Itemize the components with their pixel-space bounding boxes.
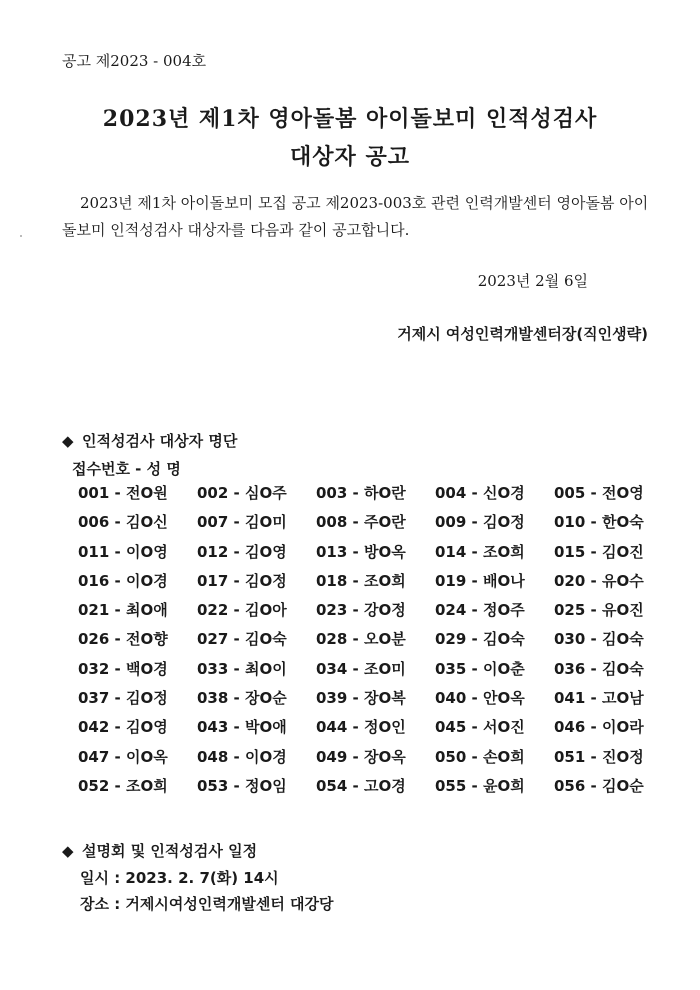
candidate-entry: 008 - 주O란 <box>316 513 406 532</box>
candidate-entry: 006 - 김O신 <box>78 513 168 532</box>
candidate-entry: 030 - 김O숙 <box>554 630 644 649</box>
notice-number: 공고 제2023 - 004호 <box>62 52 207 70</box>
candidate-entry: 013 - 방O옥 <box>316 542 406 561</box>
document-title-line1: 2023년 제1차 영아돌봄 아이돌보미 인적성검사 <box>102 106 598 132</box>
candidate-entry: 032 - 백O경 <box>78 659 168 678</box>
candidate-entry: 024 - 정O주 <box>435 601 525 620</box>
candidate-entry: 019 - 배O나 <box>435 571 525 590</box>
candidate-entry: 041 - 고O남 <box>554 689 644 708</box>
candidate-entry: 001 - 전O원 <box>78 484 168 502</box>
candidate-entry: 021 - 최O애 <box>78 601 168 620</box>
notice-date: 2023년 2월 6일 <box>477 272 588 290</box>
candidate-entry: 054 - 고O경 <box>316 776 406 795</box>
candidates-section-label: 인적성검사 대상자 명단 <box>82 432 238 450</box>
candidate-entry: 016 - 이O경 <box>78 571 168 590</box>
candidate-entry: 053 - 정O임 <box>197 776 287 795</box>
candidate-entry: 018 - 조O희 <box>316 571 406 590</box>
candidate-entry: 046 - 이O라 <box>554 718 644 737</box>
candidate-entry: 044 - 정O인 <box>316 718 406 737</box>
candidate-entry: 042 - 김O영 <box>78 718 168 737</box>
candidate-entry: 037 - 김O정 <box>78 689 168 708</box>
candidate-entry: 005 - 전O영 <box>554 484 644 502</box>
candidate-entry: 050 - 손O희 <box>435 747 525 766</box>
candidate-entry: 009 - 김O정 <box>435 513 525 532</box>
candidate-entry: 028 - 오O분 <box>316 630 406 649</box>
candidate-entry: 020 - 유O수 <box>554 571 644 590</box>
candidate-entry: 027 - 김O숙 <box>197 630 287 649</box>
candidate-entry: 023 - 강O정 <box>316 601 406 620</box>
candidates-section-title <box>62 430 237 451</box>
candidate-entry: 039 - 장O복 <box>316 689 406 708</box>
issuer-signature: 거제시 여성인력개발센터장(직인생략) <box>397 325 648 343</box>
candidate-entry: 038 - 장O순 <box>197 689 287 708</box>
candidate-entry: 034 - 조O미 <box>316 659 406 678</box>
schedule-place: 장소 : 거제시여성인력개발센터 대강당 <box>80 895 334 913</box>
schedule-datetime: 일시 : 2023. 2. 7(화) 14시 <box>80 869 279 887</box>
diamond-bullet-icon: ◆ <box>62 842 74 860</box>
candidate-entry: 022 - 김O아 <box>197 601 287 620</box>
candidate-entry: 051 - 진O정 <box>554 747 644 766</box>
candidate-entry: 029 - 김O숙 <box>435 630 525 649</box>
candidate-entry: 011 - 이O영 <box>78 542 168 561</box>
candidate-entry: 026 - 전O향 <box>78 630 168 649</box>
candidate-entry: 036 - 김O숙 <box>554 659 644 678</box>
candidates-list <box>78 482 673 804</box>
candidate-entry: 014 - 조O희 <box>435 542 525 561</box>
scan-speck <box>20 235 22 237</box>
candidate-entry: 035 - 이O춘 <box>435 659 525 678</box>
candidate-entry: 015 - 김O진 <box>554 542 644 561</box>
candidate-entry: 004 - 신O경 <box>435 484 525 502</box>
candidate-entry: 007 - 김O미 <box>197 513 287 532</box>
candidate-entry: 010 - 한O숙 <box>554 513 644 532</box>
candidate-entry: 056 - 김O순 <box>554 776 644 795</box>
candidate-entry: 055 - 윤O희 <box>435 776 525 795</box>
candidate-entry: 047 - 이O옥 <box>78 747 168 766</box>
candidate-entry: 048 - 이O경 <box>197 747 287 766</box>
candidate-entry: 002 - 심O주 <box>197 484 287 502</box>
notice-body: 2023년 제1차 아이돌보미 모집 공고 제2023-003호 관련 인력개발센터 영아돌봄 아이돌보미 인적성검사 대상자를 다음과 같이 공고합니다. <box>62 194 649 239</box>
diamond-bullet-icon: ◆ <box>62 432 74 450</box>
candidate-entry: 043 - 박O애 <box>197 718 287 737</box>
candidate-entry: 045 - 서O진 <box>435 718 525 737</box>
candidate-entry: 012 - 김O영 <box>197 542 287 561</box>
candidate-entry: 003 - 하O란 <box>316 484 406 502</box>
schedule-section-title <box>62 840 257 861</box>
candidate-entry: 052 - 조O희 <box>78 776 168 795</box>
candidate-entry: 033 - 최O이 <box>197 659 287 678</box>
candidates-list-header: 접수번호 - 성 명 <box>72 460 181 478</box>
candidate-entry: 025 - 유O진 <box>554 601 644 620</box>
document-title-line2: 대상자 공고 <box>290 144 410 170</box>
candidate-entry: 049 - 장O옥 <box>316 747 406 766</box>
candidate-entry: 017 - 김O정 <box>197 571 287 590</box>
candidate-entry: 040 - 안O옥 <box>435 689 525 708</box>
schedule-section-label: 설명회 및 인적성검사 일정 <box>82 842 258 860</box>
